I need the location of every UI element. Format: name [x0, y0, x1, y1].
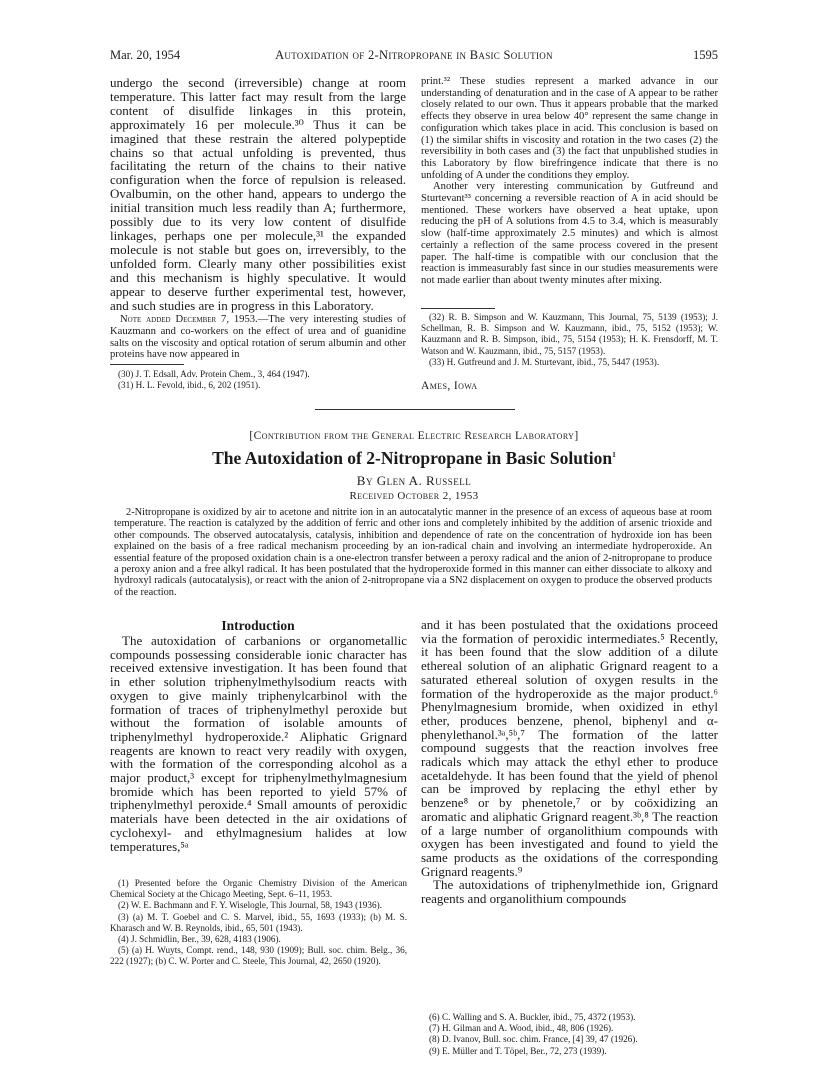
footnote: (5) (a) H. Wuyts, Compt. rend., 148, 930 (1909); Bull. soc. chim. Belg., 36, 222 (1927); (b) C. W. Porter and C. Steele, This Journal, 42, 2650 (1920).: [110, 945, 407, 967]
footnote: (4) J. Schmidlin, Ber., 39, 628, 4183 (1906).: [118, 934, 281, 945]
footnote: (31) H. L. Fevold, ibid., 6, 202 (1951).: [118, 380, 261, 391]
running-head-date: Mar. 20, 1954: [110, 48, 181, 62]
running-head-title: Autoxidation of 2-Nitropropane in Basic Solution: [275, 48, 553, 62]
running-head-page: 1595: [693, 48, 718, 62]
prev-article-right-column: [421, 76, 718, 287]
intro-paragraph: The autoxidations of triphenylmethide ion, Grignard reagents and organolithium compounds: [421, 877, 718, 907]
footnote: (3) (a) M. T. Goebel and C. S. Marvel, ibid., 55, 1693 (1933); (b) M. S. Kharasch and W. B. Reynolds, ibid., 65, 501 (1943).: [110, 911, 407, 933]
byline: By Glen A. Russell: [356, 473, 472, 488]
prev-footnotes-right: [421, 312, 718, 368]
footnote: (7) H. Gilman and A. Wood, ibid., 48, 806 (1926).: [429, 1023, 614, 1034]
footnote: (2) W. E. Bachmann and F. Y. Wiselogle, This Journal, 58, 1943 (1936).: [118, 900, 382, 911]
prev-article-left-column: [110, 76, 406, 361]
location: Ames, Iowa: [421, 380, 478, 392]
prev-article-paragraph: undergo the second (irreversible) change at room temperature. This latter fact may result from the large content of disulfide linkages in this protein, approximately 16 per molecule.³⁰ Thus it can be imagined that these restrain the altered polypeptide chains so that actual unfolding is prevented, thus facilitating the return of the chains to their native configuration when the force of repulsion is released. Ovalbumin, on the other hand, appears to undergo the initial transition much less readily than A; furthermore, possibly due to its very low content of disulfide linkages, perhaps one per molecule,³¹ the expanded molecule is not stable but goes on, irreversibly, to the unfolded form. Clearly many other possibilities exist and this mechanism is highly speculative. It would appear to deserve further experimental test, however, and such studies are in progress in this Laboratory.: [110, 75, 406, 313]
section-heading-introduction: Introduction: [221, 618, 295, 633]
prev-article-paragraph: Another very interesting communication by Gutfreund and Sturtevant³³ concerning a reversible reaction of A in acid should be mentioned. These workers have observed a heat uptake, upon reducing the pH of A solutions from 4.5 to 3.4, which is measurably slow (half-time approximately 2.5 minutes) and which is almost certainly a reflection of the same process covered in the present paper. The half-time is compatible with our conclusion that the reaction is immeasurably fast since in our studies measurements were not made earlier than about twenty minutes after mixing.: [421, 181, 718, 286]
received-date: Received October 2, 1953: [349, 490, 479, 502]
footnote: (30) J. T. Edsall, Adv. Protein Chem., 3, 464 (1947).: [118, 369, 310, 379]
prev-footnotes-left: [110, 369, 407, 391]
footnote: (8) D. Ivanov, Bull. soc. chim. France, [4] 39, 47 (1926).: [429, 1034, 638, 1045]
footnote: (1) Presented before the Organic Chemistry Division of the American Chemical Society at the Chicago Meeting, Sept. 6–11, 1953.: [110, 878, 407, 900]
footnote: (33) H. Gutfreund and J. M. Sturtevant, ibid., 75, 5447 (1953).: [429, 356, 660, 367]
contribution-line: [Contribution from the General Electric Research Laboratory]: [249, 430, 579, 442]
note-added-text: —The very interesting studies of Kauzmann and co-workers on the effect of urea and of guanidine salts on the viscosity and optical rotation of serum albumin and other proteins have now appeared in: [110, 314, 407, 361]
intro-paragraph: The autoxidation of carbanions or organometallic compounds possessing considerable ionic character has received extensive investigation. It has been found that in ether solution triphenylmethylsodium reacts with oxygen to give mainly triphenylcarbinol with the formation of traces of triphenylmethyl peroxide but without the formation of isolable amounts of triphenylmethyl hydroperoxide.² Aliphatic Grignard reagents are known to react very readily with oxygen, with the formation of the corresponding alcohol as a major product,³ except for triphenylmethylmagnesium bromide which has been reported to yield 57% of triphenylmethyl peroxide.⁴ Small amounts of peroxidic materials have been detected in the air oxidations of cyclohexyl- and ethylmagnesium halides at low temperatures,⁵ᵃ: [110, 633, 407, 854]
article-title: The Autoxidation of 2-Nitropropane in Basic Solution$^1$: [212, 448, 616, 468]
section-divider: [315, 409, 515, 410]
intro-paragraph: and it has been postulated that the oxidations proceed via the formation of peroxidic intermediates.⁵ Recently, it has been found that the slow addition of a dilute ethereal solution of an aliphatic Grignard reagent to a saturated ethereal solution of oxygen results in the formation of the hydroperoxide as the major product.⁶ Phenylmagnesium bromide, when oxidized in ethyl ether, produces benzene, phenol, biphenyl and α-phenylethanol.³ᵃ,⁵ᵇ,⁷ The formation of the latter compound suggests that the reaction involves free radicals which may attack the ethyl ether to produce acetaldehyde. It has been found that the yield of phenol can be improved by replacing the ethyl ether by benzene⁸ or by phenetole,⁷ or by coöxidizing an aromatic and aliphatic Grignard reagent.³ᵇ,⁸ The reaction of a large number of organolithium compounds with oxygen has been investigated and found to yield the same products as the oxidations of the corresponding Grignard reagents.⁹: [421, 617, 718, 879]
note-added: [110, 314, 406, 360]
footnote: (32) R. B. Simpson and W. Kauzmann, This Journal, 75, 5139 (1953); J. Schellman, R. B. Simpson and W. Kauzmann, ibid., 75, 5152 (1953); W. Kauzmann and R. B. Simpson, ibid., 75, 5154 (1953); H. K. Frensdorff, M. T. Watson and W. Kauzmann, ibid., 75, 5157 (1953).: [421, 312, 718, 356]
intro-right-column: [421, 618, 718, 906]
abstract: 2-Nitropropane is oxidized by air to acetone and nitrite ion in an autocatalytic manner in the presence of an excess of aqueous base at room temperature. The reaction is catalyzed by the addition of ferric and other ions and completely inhibited by the addition of arsenic trioxide and other compounds. The observed autocatalysis, catalysis, inhibition and dependence of rate on the concentration of hydroxide ion has been explained on the basis of a free radical mechanism proceeding by an ion-radical chain and involving an intermediate hydroperoxide. An essential feature of the proposed oxidation chain is a one-electron transfer between a peroxy radical and the anion of 2-nitropropane to produce a peroxy anion and a free alkyl radical. It has been postulated that the hydroperoxide formed in this manner can either dissociate to alkoxy and hydroxyl radicals (autocatalysis), or react with the anion of 2-nitropropane via a SN2 displacement on oxygen to produce the observed products of the reaction.: [114, 507, 712, 598]
note-added-label: Note added December 7, 1953.: [120, 314, 258, 326]
footnote-rule: [110, 364, 184, 365]
prev-article-paragraph: print.³² These studies represent a marked advance in our understanding of denaturation and in the case of A appear to be rather closely related to our own. Thus it appears probable that the marked effects they observe in urea below 40° represent the same change in configuration which takes place in acid. This conclusion is based on (1) the similar shifts in viscosity and rotation in the two cases (2) the reversibility in both cases and (3) the fact that unpublished studies in this Laboratory by flow birefringence indicate that there is no unfolding of A under the conditions they employ.: [421, 76, 718, 181]
footnotes-right: [421, 1012, 718, 1057]
intro-left-column: [110, 634, 407, 853]
footnote: (6) C. Walling and S. A. Buckler, ibid., 75, 4372 (1953).: [429, 1012, 636, 1022]
footnotes-left: [110, 878, 407, 968]
footnote: (9) E. Müller and T. Töpel, Ber., 72, 273 (1939).: [429, 1045, 607, 1056]
footnote-rule: [421, 308, 495, 309]
